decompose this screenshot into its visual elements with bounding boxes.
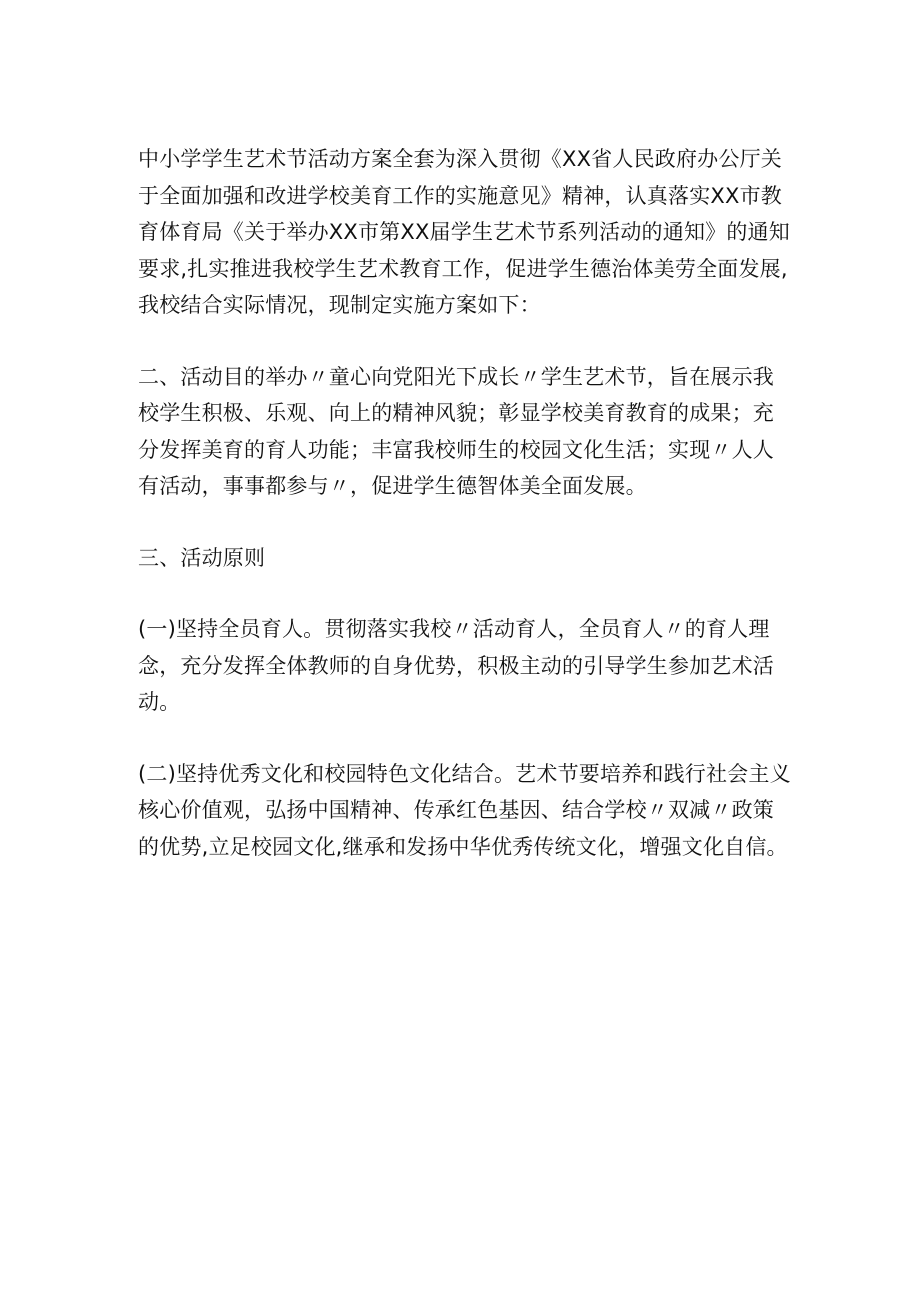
principle-1-paragraph: (一)坚持全员育人。贯彻落实我校〃活动育人，全员育人〃的育人理念，充分发挥全体教师的自身优势，积极主动的引导学生参加艺术活动。: [138, 617, 774, 714]
principle-2-paragraph: (二)坚持优秀文化和校园特色文化结合。艺术节要培养和践行社会主义核心价值观，弘扬中国精神、传承红色基因、结合学校〃双减〃政策的优势,立足校园文化,继承和发扬中华优秀传统文化，增强文化自信。: [138, 761, 791, 859]
document-body: [138, 141, 793, 900]
intro-paragraph: 中小学学生艺术节活动方案全套为深入贯彻《XX省人民政府办公厅关于全面加强和改进学校美育工作的实施意见》精神，认真落实XX市教育体育局《关于举办XX市第XX届学生艺术节系列活动的通知》的通知要求,扎实推进我校学生艺术教育工作，促进学生德治体美劳全面发展,我校结合实际情况，现制定实施方案如下：: [138, 147, 790, 317]
section-2-paragraph: 二、活动目的举办〃童心向党阳光下成长〃学生艺术节，旨在展示我校学生积极、乐观、向上的精神风貌；彰显学校美育教育的成果；充分发挥美育的育人功能；丰富我校师生的校园文化生活；实现〃人人有活动，事事都参与〃，促进学生德智体美全面发展。: [138, 364, 774, 498]
section-3-heading: 三、活动原则: [138, 545, 266, 570]
